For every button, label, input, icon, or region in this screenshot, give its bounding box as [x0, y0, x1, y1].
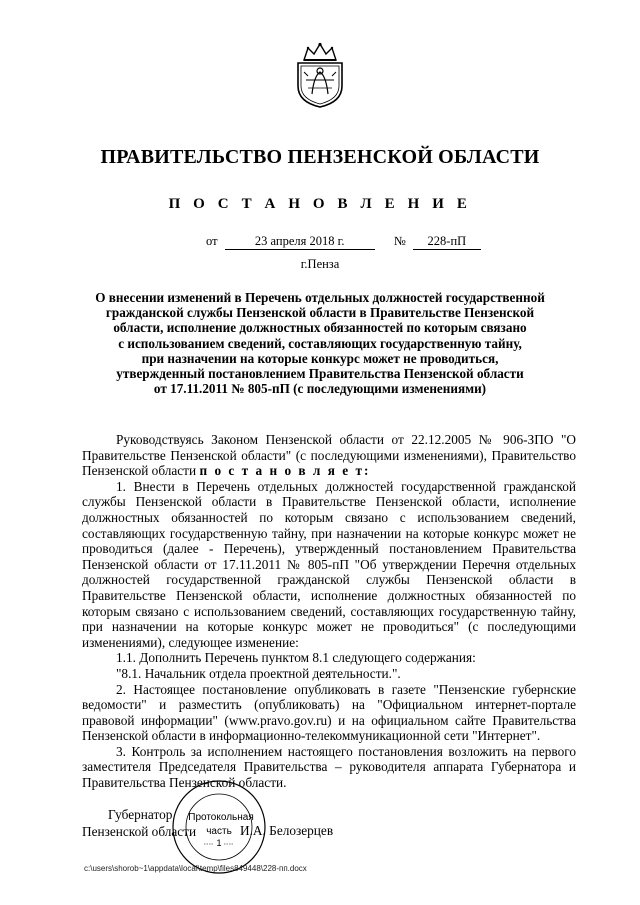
document-type: П О С Т А Н О В Л Е Н И Е: [168, 196, 472, 212]
heading-line: от 17.11.2011 № 805-пП (с последующими изменениями): [153, 381, 487, 397]
heading-line: с использованием сведений, составляющих государственную тайну,: [118, 335, 522, 351]
document-heading: [70, 290, 570, 396]
heading-line: утвержденный постановлением Правительства Пензенской области: [116, 366, 524, 382]
preamble-text: Руководствуясь Законом Пензенской области от 22.12.2005 № 906-ЗПО "О Правительстве Пензенской области" (с последующими изменениями), Правительство Пензенской области: [82, 432, 576, 479]
preamble-paragraph: [82, 432, 576, 479]
paragraph-3: 3. Контроль за исполнением настоящего постановления возложить на первого заместителя Председателя Правительства – руководителя аппарата Губернатора и Правительства Пензенской области.: [82, 743, 576, 791]
date-number-row: [206, 234, 481, 250]
file-path: c:\users\shorob~1\appdata\local\temp\files849448\228-пп.docx: [84, 864, 307, 873]
paragraph-1: 1. Внести в Перечень отдельных должностей государственной гражданской службы Пензенской области в Правительстве Пензенской области, исполнение должностных обязанностей по которым связано с использованием сведений, составляющих государственную тайну, при назначении на которые конкурс может не проводиться (далее - Перечень), утвержденный постановлением Правительства Пензенской области от 17.11.2011 № 805-пП "Об утверждении Перечня отдельных должностей государственной гражданской службы Пензенской области в Правительстве Пензенской области, исполнение должностных обязанностей по которым связано с использованием сведений, составляющих государственную тайну, при назначении на которые конкурс может не проводиться" (с последующими изменениями), следующее изменение:: [82, 478, 576, 650]
protocol-stamp: [170, 778, 268, 876]
heading-line: области, исполнение должностных обязанностей по которым связано: [113, 320, 527, 336]
date-label: от: [206, 234, 218, 248]
document-date: 23 апреля 2018 г.: [225, 234, 375, 250]
heading-line: О внесении изменений в Перечень отдельных должностей государственной: [95, 290, 545, 305]
government-title: ПРАВИТЕЛЬСТВО ПЕНЗЕНСКОЙ ОБЛАСТИ: [100, 146, 540, 168]
paragraph-2: 2. Настоящее постановление опубликовать в газете "Пензенские губернские ведомости" и разместить (опубликовать) на "Официальном интернет-портале правовой информации" (www.pravo.gov.ru) и на официальном сайте Правительства Пензенской области в информационно-телекоммуникационной сети "Интернет".: [82, 681, 576, 744]
number-label: №: [393, 234, 406, 248]
stamp-line-2: часть: [206, 826, 232, 837]
coat-of-arms-emblem: [292, 42, 348, 108]
resolves-word: п о с т а н о в л я е т:: [199, 463, 371, 479]
stamp-number: 1: [216, 838, 222, 848]
city: г.Пенза: [300, 257, 340, 271]
stamp-line-1: Протокольная: [188, 812, 254, 823]
document-number: 228-пП: [413, 234, 481, 250]
paragraph-1-2: "8.1. Начальник отдела проектной деятельности.".: [116, 665, 401, 681]
position-line-2: Пензенской области: [82, 824, 197, 839]
paragraph-1-1: 1.1. Дополнить Перечень пунктом 8.1 следующего содержания:: [116, 650, 476, 666]
heading-line: при назначении на которые конкурс может не проводиться,: [141, 350, 499, 366]
document-body: [82, 432, 576, 791]
heading-line: гражданской службы Пензенской области в Правительстве Пензенской: [105, 305, 535, 321]
position-line-1: Губернатор: [108, 807, 173, 822]
signatory-name: И.А. Белозерцев: [240, 823, 334, 838]
